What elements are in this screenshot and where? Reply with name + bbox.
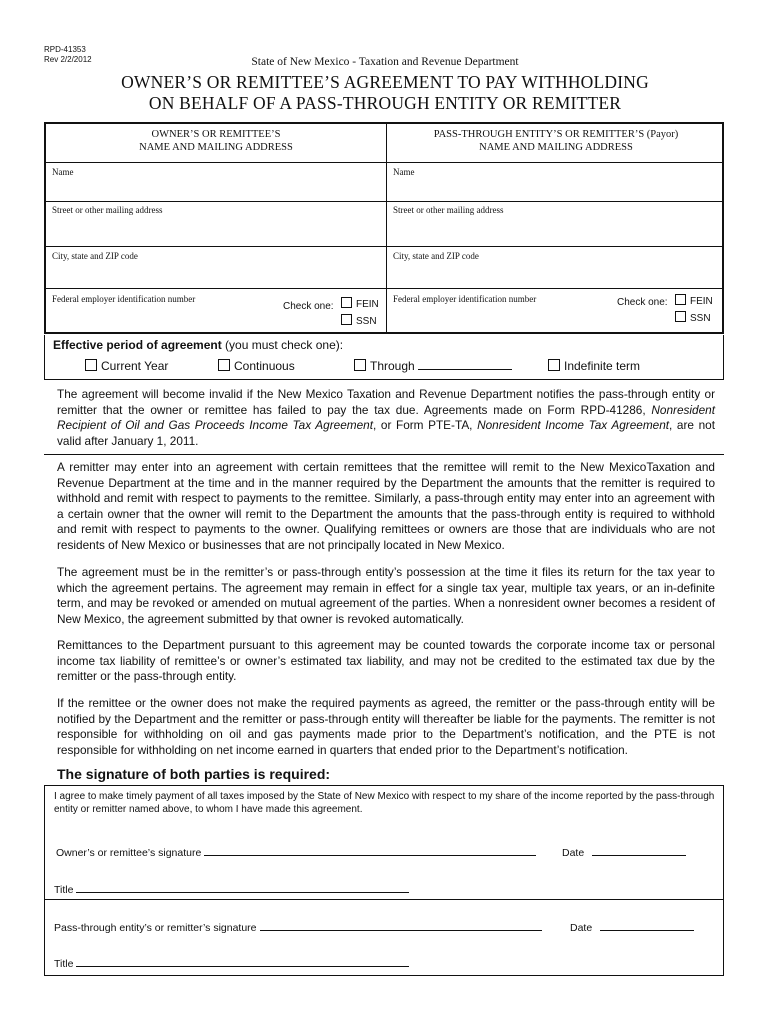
payor-fein-checkbox[interactable] [675,294,713,307]
checkbox-icon[interactable] [341,297,352,308]
checkbox-icon[interactable] [675,294,686,305]
owner-ssn-option-label: SSN [356,316,377,327]
effective-period-box [44,335,724,380]
payor-street-field[interactable]: Street or other mailing address [393,205,504,215]
row-divider [46,246,722,247]
checkbox-icon[interactable] [218,359,230,371]
remitter-agreement-paragraph: A remitter may enter into an agreement with certain remittees that the remittee will remit to the New MexicoTaxation and Revenue Department at the time and in the manner required by the Department the amounts that the remitter is required to withhold and remit with respect to payments to the remittee. Similarly, a pass-through entity may enter into an agreement with a certain owner that the owner will remit to the Department the amounts that the pass-through entity is required to withhold and remit with respect to payments to the owner. Qualifying remittees or owners are those that are individuals who are not residents of New Mexico or businesses that are not principally located in New Mexico. [57,460,715,552]
owner-city-field[interactable]: City, state and ZIP code [52,251,138,261]
form-title [0,72,770,114]
row-divider [46,201,722,202]
pte-signature-label: Pass-through entity’s or remitter’s signature [54,922,257,934]
checkbox-icon[interactable] [341,314,352,325]
payor-heading-line-2: NAME AND MAILING ADDRESS [479,142,633,153]
signature-divider [45,899,723,900]
period-option-label: Current Year [101,359,169,373]
row-divider [46,162,722,163]
checkbox-icon[interactable] [85,359,97,371]
pte-title-label: Title [54,958,74,970]
owner-fein-option-label: FEIN [356,299,379,310]
period-option-label: Indefinite term [564,359,641,373]
pte-date-line[interactable] [570,920,694,934]
owner-name-field[interactable]: Name [52,167,74,177]
owner-street-field[interactable]: Street or other mailing address [52,205,163,215]
period-option-through[interactable] [354,359,512,373]
owner-date-label: Date [562,847,585,859]
payor-check-one-label: Check one: [617,297,668,308]
through-date-line[interactable] [418,359,512,370]
section-divider [44,454,724,455]
period-option-indefinite-term[interactable] [548,359,640,373]
form-revision: Rev 2/2/2012 [44,55,92,64]
owner-signature-label: Owner’s or remittee’s signature [56,847,202,859]
owner-title-field[interactable] [76,882,409,893]
owner-heading-line-2: NAME AND MAILING ADDRESS [139,142,293,153]
owner-heading [46,128,386,154]
owner-signature-line[interactable] [56,845,536,859]
paragraph-text: , or Form PTE-TA, [373,418,478,432]
checkbox-icon[interactable] [354,359,366,371]
form-name-italic: Nonresident Recipient of Oil and Gas Proceeds Income Tax Agreement [57,402,715,432]
period-option-current-year[interactable] [85,359,168,373]
possession-paragraph: The agreement must be in the remitter’s or pass-through entity’s possession at the time it files its return for the tax year to which the agreement pertains. The agreement may remain in effect for a single tax year, multiple tax years, or an in-definite term, and may be revoked or amended on mutual agreement of the parties. When a nonresident owner becomes a resident of New Mexico, the agreement submitted by that owner is revoked automatically. [57,565,715,626]
period-option-continuous[interactable] [218,359,295,373]
checkbox-icon[interactable] [675,311,686,322]
form-title-line-1: OWNER’S OR REMITTEE’S AGREEMENT TO PAY WITHHOLDING [121,72,649,92]
payor-fein-field[interactable]: Federal employer identification number [393,294,537,304]
form-title-line-2: ON BEHALF OF A PASS-THROUGH ENTITY OR REMITTER [148,93,622,113]
period-option-label: Through [370,359,415,373]
signature-box [44,785,724,976]
pte-date-label: Date [570,922,593,934]
pte-title-field[interactable] [76,956,409,967]
effective-period-heading-bold: Effective period of agreement [53,338,222,352]
payor-ssn-checkbox[interactable] [675,311,711,324]
agreement-statement: I agree to make timely payment of all taxes imposed by the State of New Mexico with respect to my share of the income reported by the pass-through entity or remitter named above, to whom I have made this agreement. [54,791,715,815]
owner-fein-field[interactable]: Federal employer identification number [52,294,196,304]
owner-ssn-checkbox[interactable] [341,314,377,327]
effective-period-heading-rest: (you must check one): [221,338,344,352]
payor-name-field[interactable]: Name [393,167,415,177]
invalid-agreement-paragraph [57,387,715,449]
pte-date-field[interactable] [600,920,694,931]
pte-signature-line[interactable] [54,920,542,934]
paragraph-text: The agreement will become invalid if the New Mexico Taxation and Revenue Department notifies the pass-through entity or remitter that the owner or remittee has failed to pay the tax due. Agreements made on Form RPD-41286, [57,387,715,417]
department-name: State of New Mexico - Taxation and Revenue Department [251,56,519,68]
payor-heading [386,128,726,154]
paragraph-text: , are not valid after January 1, 2011. [57,418,715,448]
owner-signature-field[interactable] [204,845,536,856]
owner-date-field[interactable] [592,845,686,856]
payor-city-field[interactable]: City, state and ZIP code [393,251,479,261]
owner-heading-line-1: OWNER’S OR REMITTEE’S [151,129,281,140]
address-grid [44,122,724,334]
form-number: RPD-41353 [44,45,86,54]
owner-title-label: Title [54,884,74,896]
pte-title-line[interactable] [54,956,409,970]
period-option-label: Continuous [234,359,295,373]
payor-ssn-option-label: SSN [690,313,711,324]
checkbox-icon[interactable] [548,359,560,371]
payor-fein-option-label: FEIN [690,296,713,307]
nonpayment-paragraph: If the remittee or the owner does not make the required payments as agreed, the remitter or the pass-through entity will be notified by the Department and the remitter or pass-through entity will thereafter be liable for the payments. The remitter is not responsible for withholding on oil and gas payments made prior to the Department’s notification, and the PTE is not responsible for withholding on net income earned in quarters that ended prior to the Department’s notification. [57,696,715,757]
owner-fein-checkbox[interactable] [341,297,379,310]
signature-heading: The signature of both parties is required: [57,766,331,782]
owner-date-line[interactable] [562,845,686,859]
remittances-paragraph: Remittances to the Department pursuant to this agreement may be counted towards the corporate income tax or personal income tax liability of remittee’s or owner’s estimated tax liability, and may not be credited to the estimated tax due by the remitter or the pass-through entity. [57,638,715,683]
effective-period-heading [53,338,343,352]
pte-signature-field[interactable] [260,920,542,931]
column-divider [386,124,387,332]
payor-heading-line-1: PASS-THROUGH ENTITY’S OR REMITTER’S (Payor) [433,129,679,140]
row-divider [46,288,722,289]
owner-title-line[interactable] [54,882,409,896]
form-name-italic: Nonresident Income Tax Agreement [477,418,670,432]
owner-check-one-label: Check one: [283,301,334,312]
